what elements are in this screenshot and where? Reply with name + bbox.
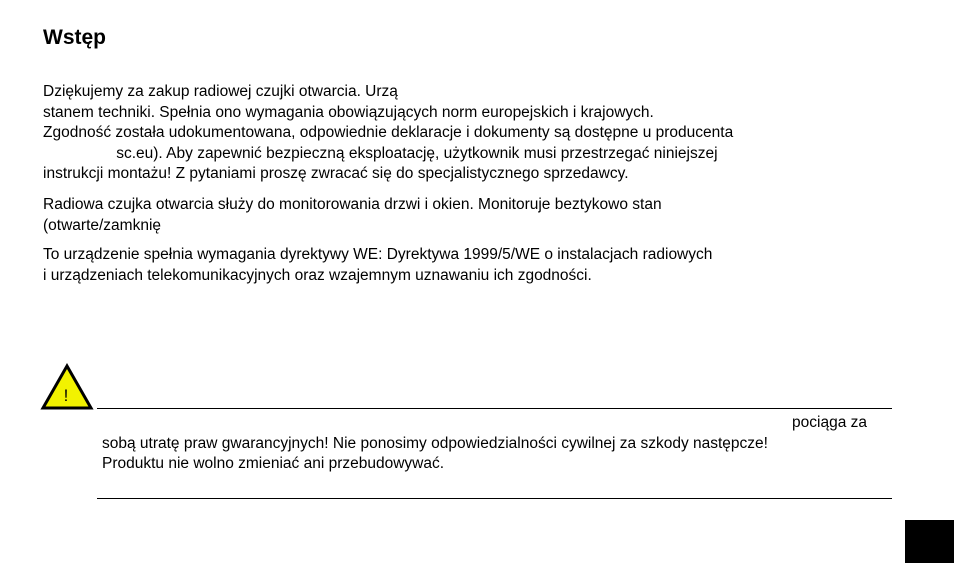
intro-paragraph — [43, 82, 733, 185]
warning-exclamation: ! — [63, 386, 69, 405]
warning-line-1: pociąga za — [792, 414, 867, 431]
purpose-paragraph — [43, 195, 662, 236]
warning-top-rule — [97, 408, 892, 409]
page-edge-tab — [905, 520, 954, 563]
intro-line: instrukcji montażu! Z pytaniami proszę zwracać się do specjalistycznego sprzedawcy. — [43, 165, 629, 182]
directive-paragraph — [43, 245, 712, 286]
purpose-line: (otwarte/zamknię — [43, 216, 162, 234]
directive-line: To urządzenie spełnia wymagania dyrektywy WE: Dyrektywa 1999/5/WE o instalacjach radiowych — [43, 246, 713, 263]
warning-bottom-rule — [97, 498, 892, 499]
section-title: Wstęp — [43, 26, 106, 49]
warning-triangle-icon — [40, 363, 94, 411]
warning-line-3: Produktu nie wolno zmieniać ani przebudowywać. — [102, 455, 445, 472]
intro-line: Zgodność została udokumentowana, odpowiednie deklaracje i dokumenty są dostępne u producenta — [43, 124, 734, 141]
intro-line: Dziękujemy za zakup radiowej czujki otwarcia. Urzą — [43, 83, 398, 100]
directive-line: i urządzeniach telekomunikacyjnych oraz wzajemnym uznawaniu ich zgodności. — [43, 266, 592, 284]
purpose-line: Radiowa czujka otwarcia służy do monitorowania drzwi i okien. Monitoruje beztykowo stan — [43, 196, 662, 213]
intro-line: stanem techniki. Spełnia ono wymagania obowiązujących norm europejskich i krajowych. — [43, 103, 654, 121]
intro-line: sc.eu). Aby zapewnić bezpieczną eksploatację, użytkownik musi przestrzegać niniejszej — [43, 144, 718, 162]
warning-text — [102, 413, 867, 475]
warning-line-2: sobą utratę praw gwarancyjnych! Nie ponosimy odpowiedzialności cywilnej za szkody następcze! — [102, 434, 768, 452]
